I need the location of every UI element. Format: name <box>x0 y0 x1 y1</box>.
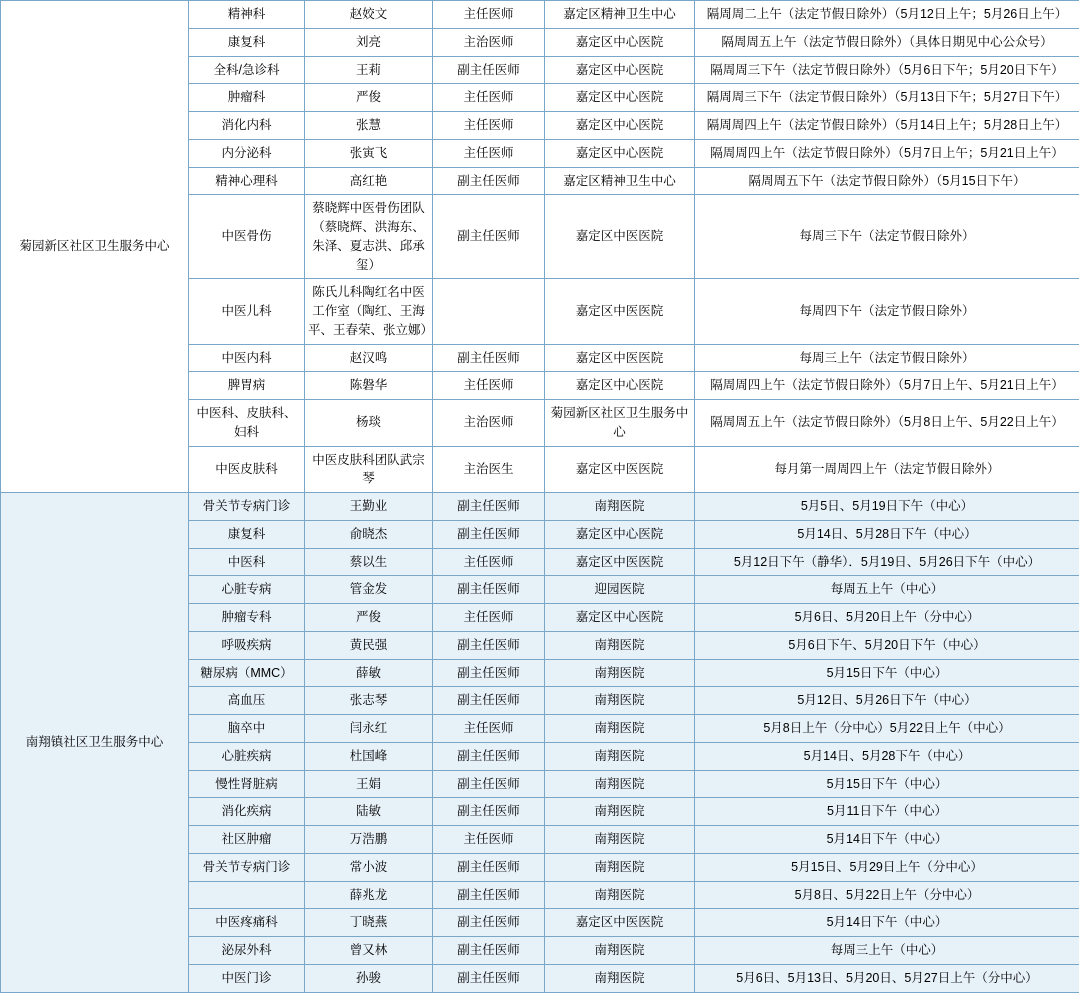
department-cell: 心脏疾病 <box>189 742 305 770</box>
schedule-time-cell: 隔周周三下午（法定节假日除外）（5月13日下午；5月27日下午） <box>695 84 1079 112</box>
expert-name-cell: 中医皮肤科团队武宗琴 <box>305 446 433 493</box>
department-cell: 中医骨伤 <box>189 195 305 279</box>
department-cell: 脾胃病 <box>189 372 305 400</box>
schedule-time-cell: 5月15日下午（中心） <box>695 770 1079 798</box>
expert-title-cell: 副主任医师 <box>433 798 545 826</box>
expert-title-cell: 副主任医师 <box>433 631 545 659</box>
hospital-cell: 嘉定区中心医院 <box>545 28 695 56</box>
expert-name-cell: 蔡晓辉中医骨伤团队（蔡晓辉、洪海东、朱泽、夏志洪、邱承玺） <box>305 195 433 279</box>
hospital-cell: 嘉定区中医医院 <box>545 909 695 937</box>
expert-name-cell: 杜国峰 <box>305 742 433 770</box>
department-cell <box>189 881 305 909</box>
expert-name-cell: 蔡以生 <box>305 548 433 576</box>
expert-title-cell: 副主任医师 <box>433 576 545 604</box>
department-cell: 肿瘤专科 <box>189 604 305 632</box>
expert-name-cell: 常小波 <box>305 853 433 881</box>
hospital-cell: 嘉定区中心医院 <box>545 139 695 167</box>
department-cell: 心脏专病 <box>189 576 305 604</box>
department-cell: 消化疾病 <box>189 798 305 826</box>
department-cell: 中医科、皮肤科、妇科 <box>189 400 305 447</box>
department-cell: 慢性肾脏病 <box>189 770 305 798</box>
hospital-cell: 南翔医院 <box>545 881 695 909</box>
schedule-time-cell: 隔周周四上午（法定节假日除外）（5月14日上午；5月28日上午） <box>695 112 1079 140</box>
hospital-cell: 南翔医院 <box>545 826 695 854</box>
schedule-time-cell: 隔周周二上午（法定节假日除外）（5月12日上午；5月26日上午） <box>695 1 1079 29</box>
expert-title-cell: 副主任医师 <box>433 881 545 909</box>
expert-name-cell: 刘亮 <box>305 28 433 56</box>
hospital-cell: 南翔医院 <box>545 798 695 826</box>
expert-title-cell: 主任医师 <box>433 112 545 140</box>
hospital-cell: 嘉定区精神卫生中心 <box>545 1 695 29</box>
hospital-cell: 南翔医院 <box>545 631 695 659</box>
expert-name-cell: 高红艳 <box>305 167 433 195</box>
hospital-cell: 南翔医院 <box>545 659 695 687</box>
schedule-time-cell: 5月14日、5月28日下午（中心） <box>695 520 1079 548</box>
department-cell: 呼吸疾病 <box>189 631 305 659</box>
schedule-time-cell: 每周五上午（中心） <box>695 576 1079 604</box>
schedule-time-cell: 隔周周五上午（法定节假日除外）（5月8日上午、5月22日上午） <box>695 400 1079 447</box>
schedule-time-cell: 5月12日下午（静华）．5月19日、5月26日下午（中心） <box>695 548 1079 576</box>
hospital-cell: 南翔医院 <box>545 937 695 965</box>
schedule-time-cell: 5月14日下午（中心） <box>695 909 1079 937</box>
department-cell: 中医门诊 <box>189 964 305 992</box>
expert-title-cell: 主任医师 <box>433 548 545 576</box>
schedule-time-cell: 每周四下午（法定节假日除外） <box>695 279 1079 344</box>
hospital-cell: 南翔医院 <box>545 964 695 992</box>
expert-title-cell: 主治医生 <box>433 446 545 493</box>
hospital-cell: 嘉定区精神卫生中心 <box>545 167 695 195</box>
expert-name-cell: 赵姣文 <box>305 1 433 29</box>
expert-title-cell: 副主任医师 <box>433 195 545 279</box>
expert-title-cell: 副主任医师 <box>433 853 545 881</box>
hospital-cell: 嘉定区中心医院 <box>545 520 695 548</box>
schedule-time-cell: 隔周周五下午（法定节假日除外）（5月15日下午） <box>695 167 1079 195</box>
expert-title-cell: 主任医师 <box>433 715 545 743</box>
department-cell: 中医疼痛科 <box>189 909 305 937</box>
expert-name-cell: 陈磐华 <box>305 372 433 400</box>
expert-name-cell: 严俊 <box>305 604 433 632</box>
expert-name-cell: 俞晓杰 <box>305 520 433 548</box>
department-cell: 中医内科 <box>189 344 305 372</box>
expert-title-cell: 主任医师 <box>433 139 545 167</box>
expert-title-cell: 副主任医师 <box>433 964 545 992</box>
expert-title-cell: 主任医师 <box>433 826 545 854</box>
hospital-cell: 迎园医院 <box>545 576 695 604</box>
table-body <box>1 1 1079 993</box>
hospital-cell: 嘉定区中医医院 <box>545 446 695 493</box>
schedule-time-cell: 5月12日、5月26日下午（中心） <box>695 687 1079 715</box>
hospital-cell: 嘉定区中医医院 <box>545 195 695 279</box>
schedule-time-cell: 5月15日下午（中心） <box>695 659 1079 687</box>
expert-name-cell: 陈氏儿科陶红名中医工作室（陶红、王海平、王春荣、张立娜） <box>305 279 433 344</box>
hospital-cell: 南翔医院 <box>545 742 695 770</box>
hospital-cell: 南翔医院 <box>545 715 695 743</box>
hospital-cell: 嘉定区中心医院 <box>545 372 695 400</box>
schedule-time-cell: 5月5日、5月19日下午（中心） <box>695 493 1079 521</box>
schedule-time-cell: 5月14日、5月28下午（中心） <box>695 742 1079 770</box>
expert-title-cell: 副主任医师 <box>433 770 545 798</box>
department-cell: 糖尿病（MMC） <box>189 659 305 687</box>
expert-name-cell: 黄民强 <box>305 631 433 659</box>
expert-name-cell: 杨琰 <box>305 400 433 447</box>
department-cell: 骨关节专病门诊 <box>189 493 305 521</box>
expert-name-cell: 王莉 <box>305 56 433 84</box>
hospital-cell: 嘉定区中心医院 <box>545 604 695 632</box>
hospital-cell: 嘉定区中心医院 <box>545 56 695 84</box>
schedule-time-cell: 5月6日、5月13日、5月20日、5月27日上午（分中心） <box>695 964 1079 992</box>
expert-title-cell: 主治医师 <box>433 400 545 447</box>
schedule-time-cell: 每周三上午（法定节假日除外） <box>695 344 1079 372</box>
hospital-cell: 嘉定区中心医院 <box>545 84 695 112</box>
expert-name-cell: 孙骏 <box>305 964 433 992</box>
expert-name-cell: 闫永红 <box>305 715 433 743</box>
schedule-time-cell: 5月8日上午（分中心）5月22日上午（中心） <box>695 715 1079 743</box>
expert-title-cell: 副主任医师 <box>433 56 545 84</box>
schedule-time-cell: 每月第一周周四上午（法定节假日除外） <box>695 446 1079 493</box>
schedule-time-cell: 5月11日下午（中心） <box>695 798 1079 826</box>
expert-name-cell: 管金发 <box>305 576 433 604</box>
department-cell: 中医皮肤科 <box>189 446 305 493</box>
expert-title-cell: 主治医师 <box>433 28 545 56</box>
schedule-time-cell: 5月6日下午、5月20日下午（中心） <box>695 631 1079 659</box>
schedule-time-cell: 隔周周三下午（法定节假日除外）（5月6日下午；5月20日下午） <box>695 56 1079 84</box>
schedule-time-cell: 隔周周四上午（法定节假日除外）（5月7日上午；5月21日上午） <box>695 139 1079 167</box>
table-row <box>1 1 1079 29</box>
department-cell: 全科/急诊科 <box>189 56 305 84</box>
expert-name-cell: 万浩鹏 <box>305 826 433 854</box>
expert-name-cell: 张寅飞 <box>305 139 433 167</box>
department-cell: 泌尿外科 <box>189 937 305 965</box>
department-cell: 社区肿瘤 <box>189 826 305 854</box>
expert-title-cell: 主任医师 <box>433 84 545 112</box>
schedule-time-cell: 隔周周五上午（法定节假日除外）（具体日期见中心公众号） <box>695 28 1079 56</box>
expert-title-cell: 副主任医师 <box>433 909 545 937</box>
expert-title-cell: 副主任医师 <box>433 493 545 521</box>
expert-name-cell: 丁晓燕 <box>305 909 433 937</box>
table-row <box>1 493 1079 521</box>
department-cell: 康复科 <box>189 28 305 56</box>
schedule-time-cell: 隔周周四上午（法定节假日除外）（5月7日上午、5月21日上午） <box>695 372 1079 400</box>
department-cell: 中医儿科 <box>189 279 305 344</box>
department-cell: 骨关节专病门诊 <box>189 853 305 881</box>
schedule-time-cell: 5月14日下午（中心） <box>695 826 1079 854</box>
hospital-cell: 南翔医院 <box>545 493 695 521</box>
expert-name-cell: 王娟 <box>305 770 433 798</box>
expert-title-cell: 副主任医师 <box>433 937 545 965</box>
expert-name-cell: 王勤业 <box>305 493 433 521</box>
hospital-cell: 嘉定区中医医院 <box>545 344 695 372</box>
expert-title-cell: 副主任医师 <box>433 742 545 770</box>
expert-title-cell: 副主任医师 <box>433 344 545 372</box>
schedule-time-cell: 5月6日、5月20日上午（分中心） <box>695 604 1079 632</box>
hospital-cell: 南翔医院 <box>545 853 695 881</box>
department-cell: 中医科 <box>189 548 305 576</box>
department-cell: 精神科 <box>189 1 305 29</box>
schedule-time-cell: 每周三下午（法定节假日除外） <box>695 195 1079 279</box>
expert-title-cell: 副主任医师 <box>433 687 545 715</box>
department-cell: 肿瘤科 <box>189 84 305 112</box>
expert-name-cell: 严俊 <box>305 84 433 112</box>
expert-name-cell: 薛兆龙 <box>305 881 433 909</box>
expert-title-cell: 主任医师 <box>433 1 545 29</box>
schedule-time-cell: 每周三上午（中心） <box>695 937 1079 965</box>
hospital-cell: 菊园新区社区卫生服务中心 <box>545 400 695 447</box>
expert-name-cell: 赵汉鸣 <box>305 344 433 372</box>
hospital-cell: 南翔医院 <box>545 770 695 798</box>
org-name-cell: 菊园新区社区卫生服务中心 <box>1 1 189 493</box>
hospital-cell: 嘉定区中医医院 <box>545 279 695 344</box>
department-cell: 精神心理科 <box>189 167 305 195</box>
expert-name-cell: 张志琴 <box>305 687 433 715</box>
department-cell: 康复科 <box>189 520 305 548</box>
expert-title-cell <box>433 279 545 344</box>
schedule-time-cell: 5月15日、5月29日上午（分中心） <box>695 853 1079 881</box>
hospital-cell: 嘉定区中医医院 <box>545 548 695 576</box>
hospital-cell: 嘉定区中心医院 <box>545 112 695 140</box>
department-cell: 消化内科 <box>189 112 305 140</box>
expert-title-cell: 主任医师 <box>433 604 545 632</box>
org-name-cell: 南翔镇社区卫生服务中心 <box>1 493 189 993</box>
expert-name-cell: 薛敏 <box>305 659 433 687</box>
department-cell: 内分泌科 <box>189 139 305 167</box>
expert-title-cell: 副主任医师 <box>433 659 545 687</box>
department-cell: 脑卒中 <box>189 715 305 743</box>
expert-title-cell: 主任医师 <box>433 372 545 400</box>
department-cell: 高血压 <box>189 687 305 715</box>
expert-name-cell: 曾又林 <box>305 937 433 965</box>
expert-name-cell: 陆敏 <box>305 798 433 826</box>
expert-title-cell: 副主任医师 <box>433 167 545 195</box>
expert-name-cell: 张慧 <box>305 112 433 140</box>
hospital-cell: 南翔医院 <box>545 687 695 715</box>
schedule-time-cell: 5月8日、5月22日上午（分中心） <box>695 881 1079 909</box>
expert-title-cell: 副主任医师 <box>433 520 545 548</box>
